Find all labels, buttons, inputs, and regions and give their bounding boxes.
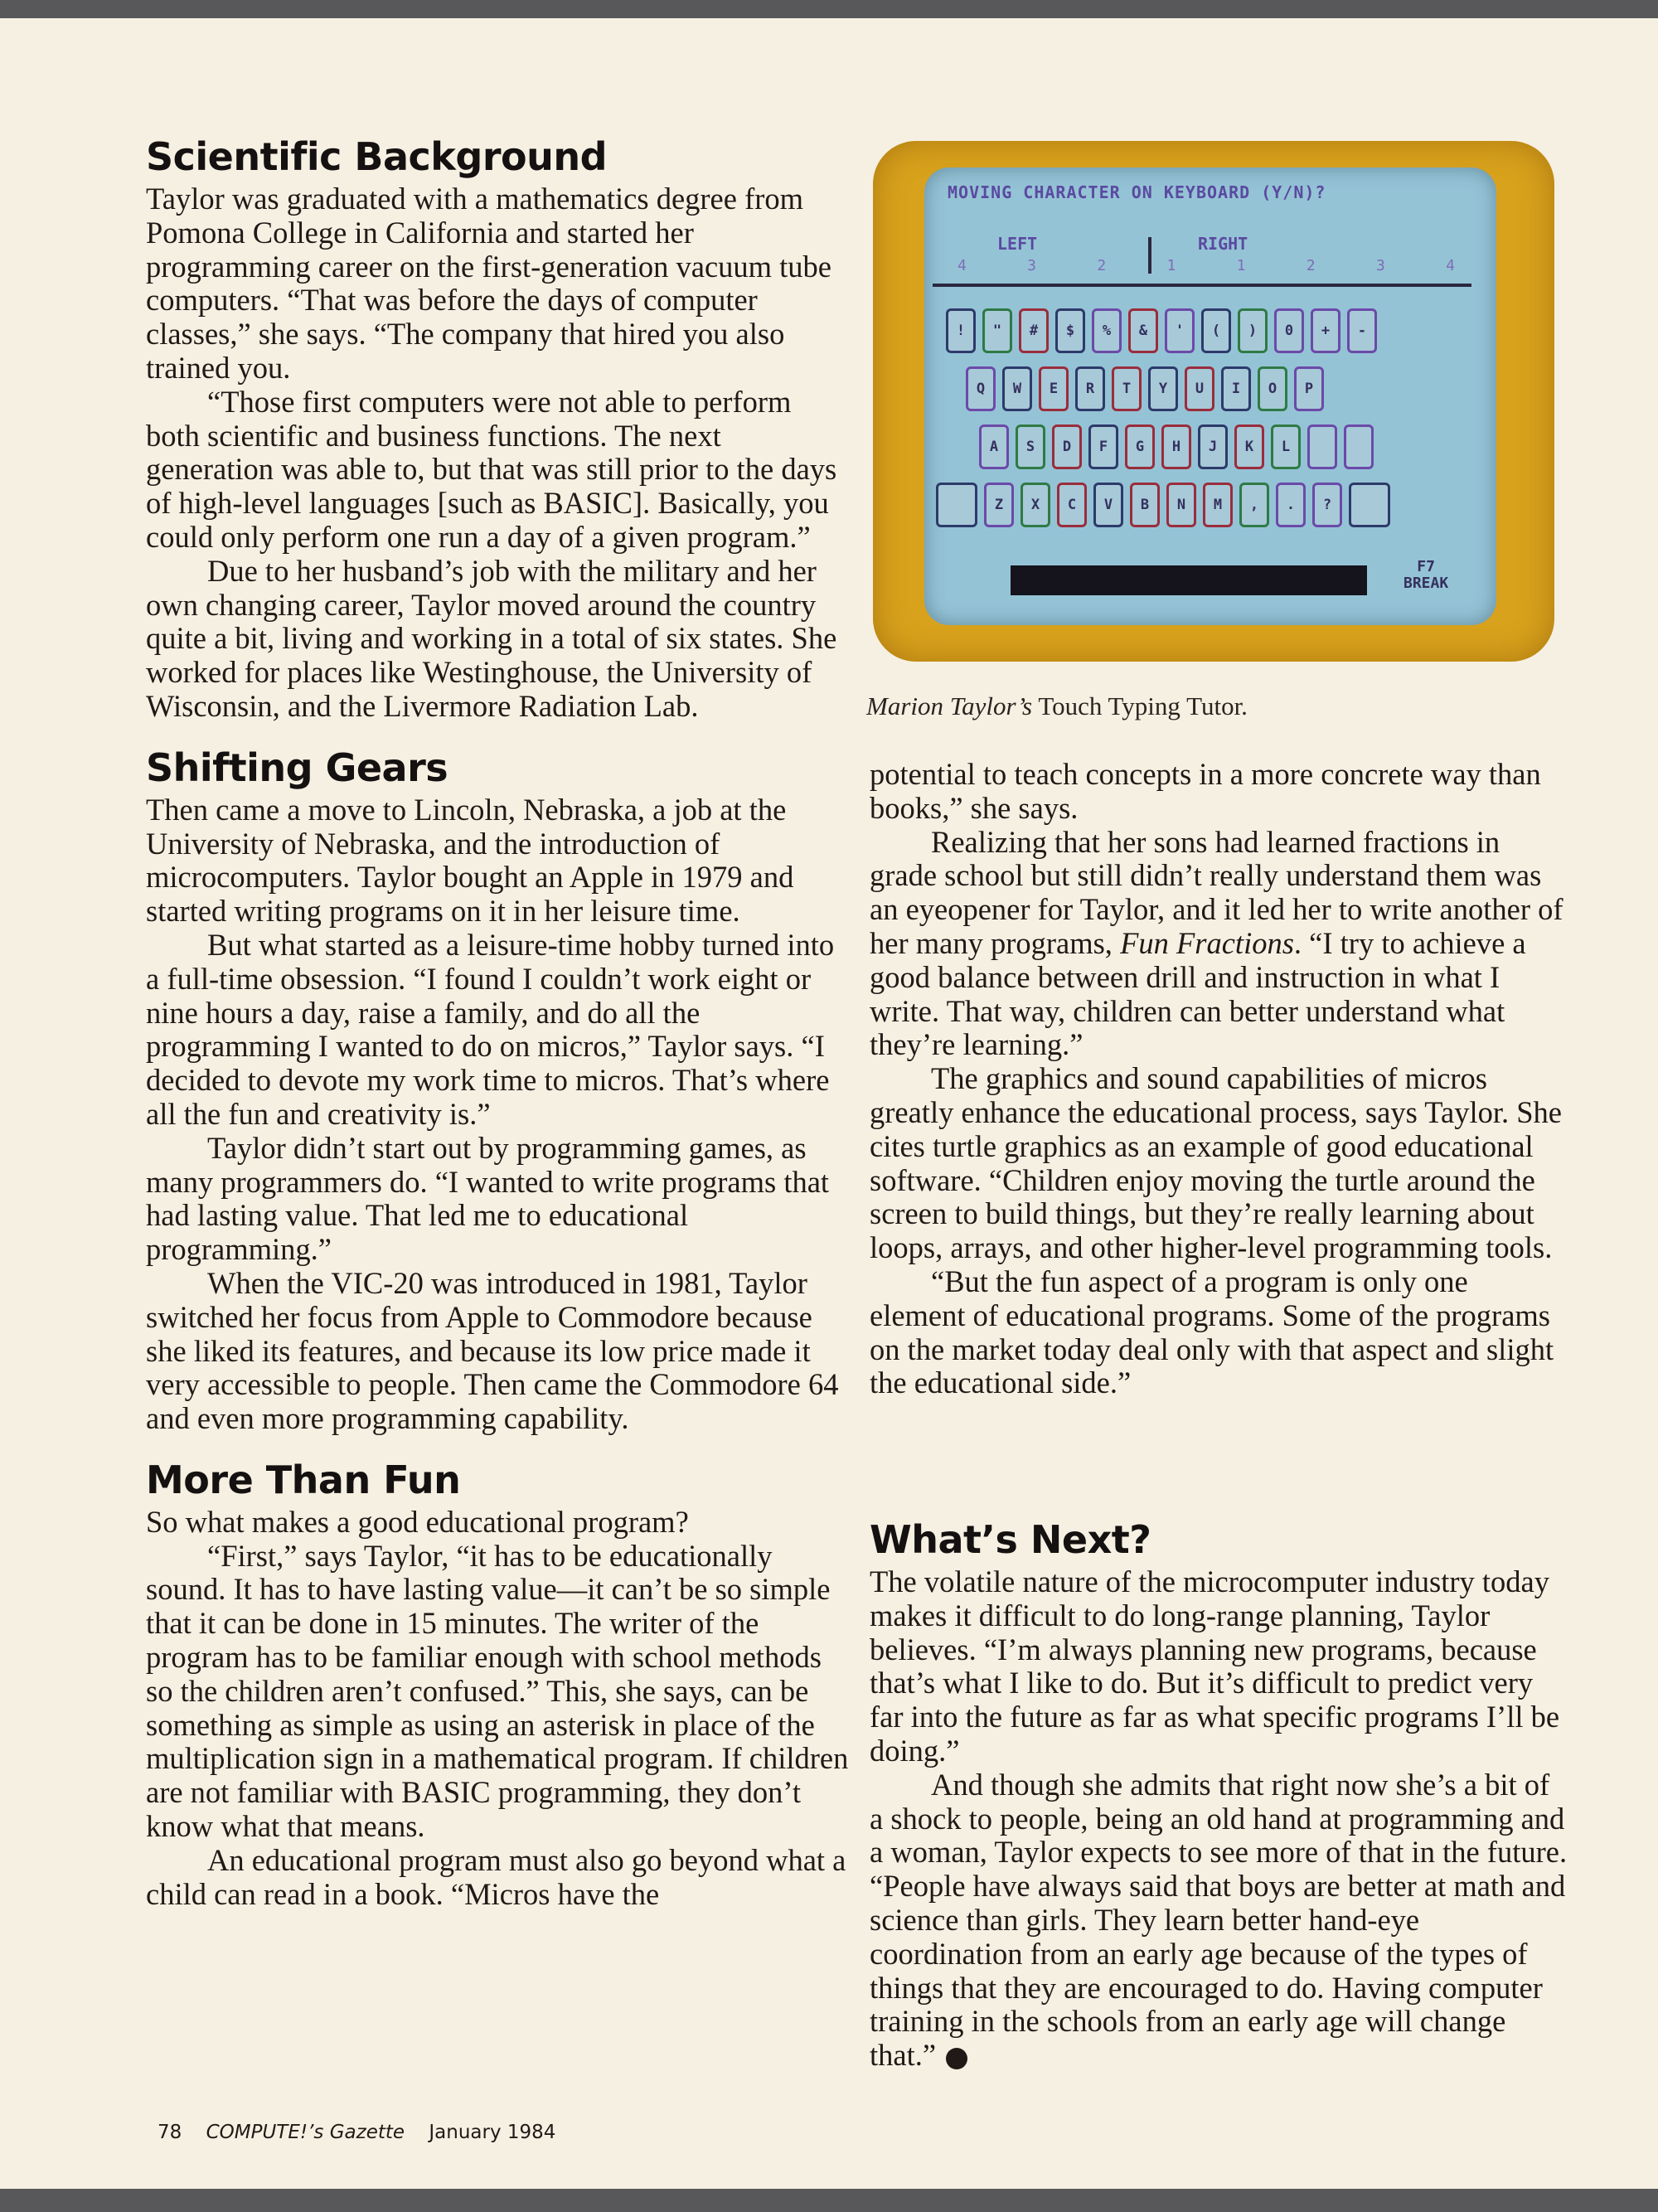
scale-number: 2 <box>1097 257 1107 274</box>
paragraph: Due to her husband’s job with the military and her own changing career, Taylor moved around the country quite a bit, living and working in a total of six states. She worked for places like Westinghouse, the University of Wisconsin, and the Livermore Radiation Lab. <box>146 553 837 723</box>
break-label: BREAK <box>1403 575 1449 592</box>
keyboard-key: " <box>982 308 1012 353</box>
paragraph <box>870 1768 1570 2073</box>
monitor-photo <box>873 141 1554 662</box>
keyboard-key: A <box>979 424 1009 469</box>
key-row-bottom <box>936 483 1390 527</box>
page-number: 78 <box>158 2122 182 2143</box>
viewer-bottom-bar <box>0 2189 1658 2212</box>
keyboard-key: J <box>1198 424 1228 469</box>
viewer-top-bar <box>0 0 1658 18</box>
scale-number: 1 <box>1166 257 1176 274</box>
keyboard-key: W <box>1002 366 1032 411</box>
paragraph-text: And though she admits that right now she’s a bit of a shock to people, being an old hand at programming and a woman, Taylor expects to see more of that in the future. “People have always said that boys are better at math and science than girls. They learn better hand-eye coordination from an early age because of the types of things that they are encouraged to do. Having computer training in the schools from an early age will change that.” <box>870 1767 1568 2073</box>
keyboard-key: C <box>1057 483 1087 527</box>
heading-shifting-gears: Shifting Gears <box>146 745 448 790</box>
heading-more-than-fun: More Than Fun <box>146 1457 461 1502</box>
keyboard-key: R <box>1075 366 1105 411</box>
page-footer <box>158 2122 555 2143</box>
keyboard-key: # <box>1019 308 1049 353</box>
keyboard-key: L <box>1271 424 1301 469</box>
paragraph: “Those first computers were not able to perform both scientific and business functions. The next generation was able to, but that was still prior to the days of high-level languages [such as BASIC]. Basically, you could only perform one run a day of a given program.” <box>146 384 837 554</box>
keyboard-key <box>1307 424 1337 469</box>
scale-number: 1 <box>1236 257 1246 274</box>
paragraph: The volatile nature of the microcomputer industry today makes it difficult to do long-range planning, Taylor believes. “I’m always planning new programs, because that’s what I like to do. But it’s difficult to predict very far into the future as far as what specific programs I’ll be doing.” <box>870 1564 1560 1768</box>
end-mark-icon: G <box>946 2048 967 2069</box>
keyboard-key: H <box>1161 424 1191 469</box>
tutor-screen <box>924 167 1496 625</box>
caption-text: Touch Typing Tutor. <box>1032 691 1248 720</box>
keyboard-key: Q <box>966 366 996 411</box>
keyboard-key: Z <box>984 483 1014 527</box>
key-row-home <box>979 424 1374 469</box>
keyboard-key: , <box>1239 483 1269 527</box>
keyboard-key: & <box>1128 308 1158 353</box>
paragraph: Taylor was graduated with a mathematics degree from Pomona College in California and started her programming career on the first-generation vacuum tube computers. “That was before the days of computer classes,” she says. “The company that hired you also trained you. <box>146 182 832 385</box>
finger-scale <box>957 257 1455 274</box>
photo-caption <box>866 691 1248 721</box>
paragraph: An educational program must also go beyond what a child can read in a book. “Micros have the <box>146 1842 846 1911</box>
keyboard-key: D <box>1052 424 1082 469</box>
left-column <box>146 134 851 1911</box>
keyboard-key: B <box>1130 483 1160 527</box>
heading-scientific-background: Scientific Background <box>146 134 608 179</box>
scale-number: 2 <box>1306 257 1316 274</box>
keyboard-key: N <box>1166 483 1196 527</box>
key-row-numbers <box>946 308 1377 353</box>
right-column-top <box>870 758 1570 1400</box>
keyboard-key: - <box>1347 308 1377 353</box>
keyboard-key: . <box>1276 483 1306 527</box>
keyboard-key: U <box>1185 366 1214 411</box>
paragraph-text: . “I try to achieve a good balance between drill and instruction in what I write. That way, children can better understand what they’re learning.” <box>870 925 1526 1062</box>
paragraph: Then came a move to Lincoln, Nebraska, a job at the University of Nebraska, and the introduction of microcomputers. Taylor bought an Apple in 1979 and started writing programs on it in her leisure time. <box>146 792 794 929</box>
program-title: Fun Fractions <box>1120 925 1294 960</box>
paragraph: The graphics and sound capabilities of micros greatly enhance the educational process, says Taylor. She cites turtle graphics as an example of good educational software. “Children enjoy moving the turtle around the screen to build things, but they’re really learning about loops, arrays, and other higher-level programming tools. <box>870 1061 1562 1265</box>
space-bar <box>1011 565 1367 595</box>
break-key-label <box>1403 559 1448 592</box>
keyboard-key: K <box>1234 424 1264 469</box>
right-column-bottom <box>870 1517 1570 2073</box>
keyboard-key: ' <box>1165 308 1195 353</box>
keyboard-key: 0 <box>1274 308 1304 353</box>
left-hand-label: LEFT <box>997 234 1038 254</box>
keyboard-key: M <box>1203 483 1233 527</box>
paragraph <box>870 826 1570 1063</box>
keyboard-key: O <box>1258 366 1287 411</box>
scale-number: 4 <box>957 257 967 274</box>
keyboard-key: S <box>1016 424 1045 469</box>
issue-date: January 1984 <box>429 2122 556 2143</box>
keyboard-key: X <box>1020 483 1050 527</box>
keyboard-key: G <box>1125 424 1155 469</box>
keyboard-key: % <box>1092 308 1122 353</box>
magazine-title: COMPUTE!’s Gazette <box>206 2122 405 2143</box>
keyboard-key: ( <box>1201 308 1231 353</box>
keyboard-key: E <box>1039 366 1069 411</box>
keyboard-key <box>936 483 977 527</box>
paragraph: “But the fun aspect of a program is only one element of educational programs. Some of the programs on the market today deal only with that aspect and slight the educational side.” <box>870 1264 1554 1400</box>
keyboard-key: I <box>1221 366 1251 411</box>
keyboard-key: T <box>1112 366 1142 411</box>
keyboard-key <box>1344 424 1374 469</box>
keyboard-key: Y <box>1148 366 1178 411</box>
paragraph: So what makes a good educational program? <box>146 1504 689 1539</box>
f7-label: F7 <box>1417 558 1435 575</box>
paragraph: Taylor didn’t start out by programming games, as many programmers do. “I wanted to write programs that had lasting value. That led me to educational programming.” <box>146 1130 830 1267</box>
scale-number: 4 <box>1446 257 1455 274</box>
right-hand-label: RIGHT <box>1198 234 1248 254</box>
keyboard-key: ! <box>946 308 976 353</box>
paragraph: But what started as a leisure-time hobby turned into a full-time obsession. “I found I couldn’t work eight or nine hours a day, raise a family, and do all the programming I wanted to do on micros,” Taylor says. “I decided to devote my work time to micros. That’s where all the fun and creativity is.” <box>146 927 835 1131</box>
keyboard-key: $ <box>1055 308 1085 353</box>
heading-whats-next: What’s Next? <box>870 1517 1151 1562</box>
screen-prompt: MOVING CHARACTER ON KEYBOARD (Y/N)? <box>948 182 1326 202</box>
keyboard-key: V <box>1093 483 1123 527</box>
scale-number: 3 <box>1375 257 1385 274</box>
keyboard-key: P <box>1294 366 1324 411</box>
keyboard-key <box>1349 483 1390 527</box>
screen-divider <box>933 284 1471 287</box>
magazine-page <box>0 18 1658 2189</box>
paragraph: When the VIC-20 was introduced in 1981, Taylor switched her focus from Apple to Commodore because she liked its features, and because its low price made it very accessible to people. Then came the Commodore 64 and even more programming capability. <box>146 1265 839 1436</box>
paragraph-text: Realizing that her sons had learned fractions in grade school but still didn’t really understand them was an eyeopener for Taylor, and it led her to write another of her many programs, <box>870 824 1563 960</box>
key-row-qwerty <box>966 366 1324 411</box>
paragraph: “First,” says Taylor, “it has to be educationally sound. It has to have lasting value—it can’t be so simple that it can be done in 15 minutes. The writer of the program has to be familiar enough with school methods so the children aren’t confused.” This, she says, can be something as simple as using an asterisk in place of the multiplication sign in a mathematical program. If children are not familiar with BASIC programming, they don’t know what that means. <box>146 1538 849 1844</box>
paragraph: potential to teach concepts in a more concrete way than books,” she says. <box>870 757 1541 825</box>
keyboard-key: ) <box>1238 308 1268 353</box>
keyboard-key: F <box>1088 424 1118 469</box>
caption-name: Marion Taylor’s <box>866 691 1033 720</box>
keyboard-key: + <box>1311 308 1340 353</box>
keyboard-key: ? <box>1312 483 1342 527</box>
scale-number: 3 <box>1027 257 1036 274</box>
